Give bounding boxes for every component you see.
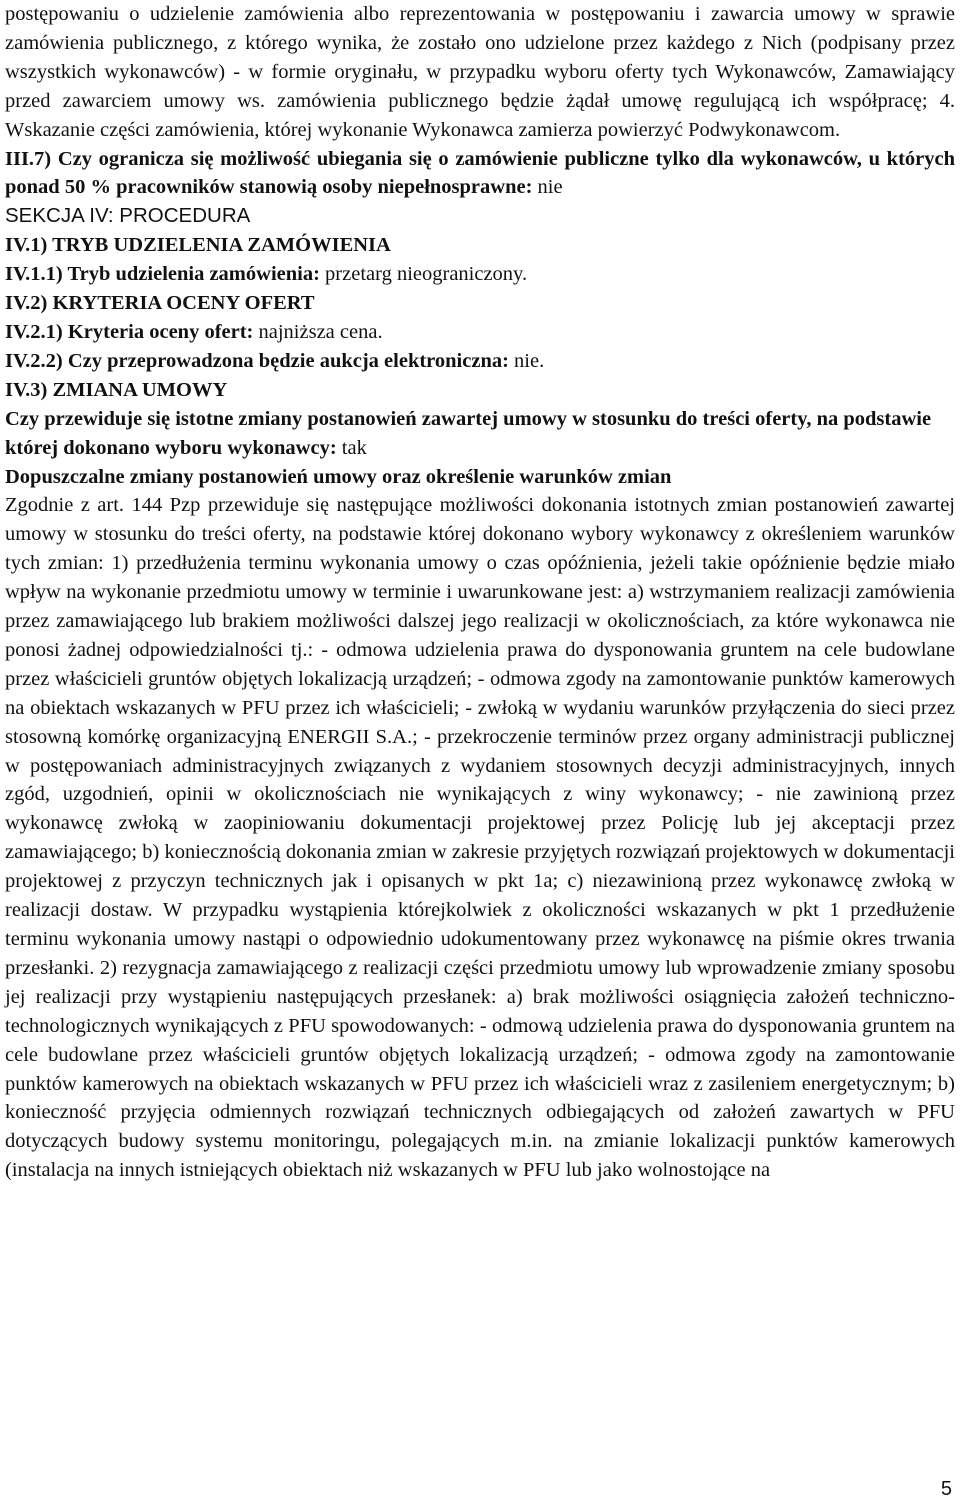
iv11-label: IV.1.1) Tryb udzielenia zamówienia: <box>5 263 320 286</box>
document-content <box>5 0 955 1185</box>
section-iv-heading: SEKCJA IV: PROCEDURA <box>5 204 251 228</box>
iv21-value: najniższa cena. <box>258 320 383 343</box>
iv22-label: IV.2.2) Czy przeprowadzona będzie aukcja elektroniczna: <box>5 349 509 372</box>
iv3-question: Czy przewiduje się istotne zmiany postanowień zawartej umowy w stosunku do treści oferty, na podstawie której dokonano wyboru wykonawcy: <box>5 407 932 459</box>
iv2-heading: IV.2) KRYTERIA OCENY OFERT <box>5 292 315 315</box>
iv11-value: przetarg nieograniczony. <box>325 263 528 286</box>
iv3-changes-text: Zgodnie z art. 144 Pzp przewiduje się następujące możliwości dokonania istotnych zmian postanowień zawartej umowy w stosunku do treści oferty, na podstawie której dokonano wybory wykonawcy z określeniem warunków tych zmian: 1) przedłużenia terminu wykonania umowy o czas opóźnienia, jeżeli takie opóźnienie będzie miało wpływ na wykonanie przedmiotu umowy w terminie i uwarunkowane jest: a) wstrzymaniem realizacji zamówienia przez zamawiającego lub brakiem możliwości dalszej jego realizacji w okolicznościach, za które wykonawca nie ponosi żadnej odpowiedzialności tj.: - odmowa udzielenia prawa do dysponowania gruntem na cele budowlane przez właścicieli gruntów objętych lokalizacją urządzeń; - odmowa zgody na zamontowanie punktów kamerowych na obiektach wskazanych w PFU przez ich właścicieli; - zwłoką w wydaniu warunków przyłączenia do sieci przez stosowną komórkę organizacyjną ENERGII S.A.; - przekroczenie terminów przez organy administracji publicznej w postępowaniach administracyjnych związanych z wydaniem stosownych decyzji administracyjnych, innych zgód, uzgodnień, opinii w okolicznościach nie wynikających z winy wykonawcy; - nie zawinioną przez wykonawcę zwłoką w zaopiniowaniu dokumentacji projektowej przez Policję lub jej akceptacji przez zamawiającego; b) koniecznością dokonania zmian w zakresie przyjętych rozwiązań projektowych w dokumentacji projektowej z przyczyn technicznych jak i opisanych w pkt 1a; c) niezawinioną przez wykonawcę zwłoką w realizacji dostaw. W przypadku wystąpienia którejkolwiek z okoliczności wskazanych w pkt 1 przedłużenie terminu wykonania umowy nastąpi o odpowiednio udokumentowany przez wykonawcę na piśmie okres trwania przesłanki. 2) rezygnacja zamawiającego z realizacji części przedmiotu umowy lub wprowadzenie zmiany sposobu jej realizacji przy wystąpieniu następujących przesłanek: a) brak możliwości osiągnięcia założeń techniczno-technologicznych wynikających z PFU spowodowanych: - odmową udzielenia prawa do dysponowania gruntem na cele budowlane przez właścicieli gruntów objętych lokalizacją urządzeń; - odmowa zgody na zamontowanie punktów kamerowych na obiektach wskazanych w PFU przez ich właścicieli wraz z zasileniem energetycznym; b) konieczność przyjęcia odmiennych rozwiązań technicznych odbiegających od założeń zawartych w PFU dotyczących budowy systemu monitoringu, polegających m.in. na zmianie lokalizacji punktów kamerowych (instalacja na innych istniejących obiektach niż wskazanych w PFU lub jako wolnostojące na <box>5 494 955 1182</box>
iv3-changes-heading: Dopuszczalne zmiany postanowień umowy oraz określenie warunków zmian <box>5 465 672 488</box>
iv21-line <box>5 318 955 347</box>
iv1-heading: IV.1) TRYB UDZIELENIA ZAMÓWIENIA <box>5 234 391 257</box>
page-number: 5 <box>940 1478 952 1500</box>
section-iii7-question: III.7) Czy ogranicza się możliwość ubiegania się o zamówienie publiczne tylko dla wykonawców, u których ponad 50 % pracowników stanowią osoby niepełnosprawne: <box>5 147 955 199</box>
iv3-answer: tak <box>341 436 367 459</box>
intro-paragraph: postępowaniu o udzielenie zamówienia albo reprezentowania w postępowaniu i zawarcia umowy w sprawie zamówienia publicznego, z którego wynika, że zostało ono udzielone przez każdego z Nich (podpisany przez wszystkich wykonawców) - w formie oryginału, w przypadku wyboru oferty tych Wykonawców, Zamawiający przed zawarciem umowy ws. zamówienia publicznego będzie żądał umowę regulującą ich współpracę; 4. Wskazanie części zamówienia, której wykonanie Wykonawca zamierza powierzyć Podwykonawcom. <box>5 3 955 141</box>
iv3-heading: IV.3) ZMIANA UMOWY <box>5 378 228 401</box>
iv3-question-line <box>5 405 955 463</box>
iv11-line <box>5 260 955 289</box>
section-iii7-answer: nie <box>537 176 563 199</box>
iv22-line <box>5 347 955 376</box>
iv22-value: nie. <box>514 349 545 372</box>
iv21-label: IV.2.1) Kryteria oceny ofert: <box>5 320 254 343</box>
section-iii7 <box>5 145 955 203</box>
